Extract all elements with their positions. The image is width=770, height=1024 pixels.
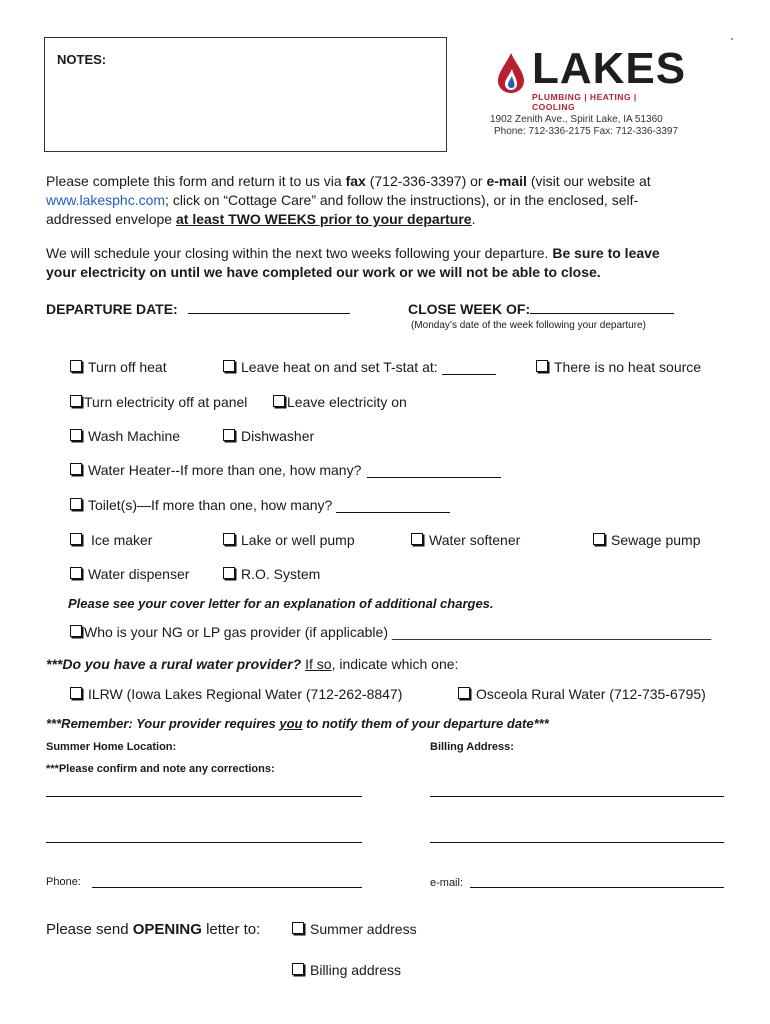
logo-tagline: PLUMBING | HEATING | COOLING — [532, 92, 637, 112]
summer-home-label: Summer Home Location: — [46, 741, 177, 753]
option-label: Sewage pump — [611, 532, 701, 548]
option-label: Water Heater--If more than one, how many? — [88, 462, 362, 478]
departure-date-input[interactable] — [188, 299, 350, 314]
option-label: Ice maker — [91, 532, 153, 548]
checkbox[interactable] — [292, 963, 304, 975]
checkbox[interactable] — [458, 687, 470, 699]
option-label: ILRW (Iowa Lakes Regional Water (712-262-8847) — [88, 686, 403, 702]
opening-text: Please send — [46, 921, 133, 938]
opening-bold: OPENING — [132, 921, 202, 938]
checkbox[interactable] — [223, 429, 235, 441]
toilet-count-input[interactable] — [336, 498, 450, 513]
option-label: Osceola Rural Water (712-735-6795) — [476, 686, 706, 702]
no-heat-source-option[interactable] — [536, 359, 701, 375]
phone-fax-line: Phone: 712-336-2175 Fax: 712-336-3397 — [494, 126, 679, 137]
schedule-paragraph — [46, 244, 660, 282]
osceola-option[interactable] — [458, 686, 706, 702]
option-label: Turn electricity off at panel — [84, 394, 248, 410]
gas-provider-field[interactable] — [70, 624, 711, 640]
company-logo — [492, 44, 687, 112]
email-input[interactable] — [470, 887, 724, 888]
option-label: Wash Machine — [88, 428, 181, 444]
if-so-text: If so — [305, 656, 332, 672]
option-label: Lake or well pump — [241, 532, 355, 548]
departure-date-field — [46, 299, 350, 317]
address-line: 1902 Zenith Ave., Spirit Lake, IA 51360 — [490, 114, 663, 125]
summer-address-line-2[interactable] — [46, 842, 362, 843]
well-pump-option[interactable] — [223, 532, 355, 548]
checkbox[interactable] — [70, 567, 82, 579]
remember-text: to notify them of your departure date*** — [302, 716, 549, 731]
checkbox[interactable] — [70, 395, 82, 407]
logo-wordmark: LAKES — [532, 44, 687, 93]
checkbox[interactable] — [223, 567, 235, 579]
deadline-text: at least TWO WEEKS prior to your departure — [176, 211, 472, 227]
confirm-note: ***Please confirm and note any corrections: — [46, 763, 275, 775]
checkbox[interactable] — [273, 395, 285, 407]
checkbox[interactable] — [223, 533, 235, 545]
close-week-field — [408, 299, 674, 317]
water-heater-count-input[interactable] — [367, 463, 501, 478]
intro-text: (712-336-3397) or — [365, 173, 487, 189]
checkbox[interactable] — [70, 498, 82, 510]
opening-letter-prompt — [46, 921, 260, 938]
billing-address-line-2[interactable] — [430, 842, 724, 843]
ro-system-option[interactable] — [223, 566, 320, 582]
notes-box[interactable] — [44, 37, 447, 152]
billing-address-line-1[interactable] — [430, 796, 724, 797]
option-label: Turn off heat — [88, 359, 167, 375]
intro-paragraph — [46, 172, 726, 229]
checkbox[interactable] — [70, 463, 82, 475]
fax-text: fax — [345, 173, 366, 189]
option-label: Leave heat on and set T-stat at: — [241, 359, 438, 375]
checkbox[interactable] — [70, 360, 82, 372]
website-link[interactable]: www.lakesphc.com — [46, 192, 166, 208]
billing-address-label: Billing Address: — [430, 741, 514, 753]
option-label: Summer address — [310, 921, 417, 937]
close-week-label: CLOSE WEEK OF: — [408, 301, 531, 317]
phone-input[interactable] — [92, 887, 362, 888]
remember-note — [46, 716, 549, 731]
wash-machine-option[interactable] — [70, 428, 180, 444]
ice-maker-option[interactable] — [70, 532, 152, 548]
option-label: Water dispenser — [88, 566, 190, 582]
opening-billing-address-option[interactable] — [292, 962, 401, 978]
schedule-warning: Be sure to leave — [552, 245, 660, 261]
checkbox[interactable] — [411, 533, 423, 545]
schedule-warning: your electricity on until we have completed our work or we will not be able to close. — [46, 264, 601, 280]
checkbox[interactable] — [70, 687, 82, 699]
water-heater-option[interactable] — [70, 462, 501, 478]
summer-address-line-1[interactable] — [46, 796, 362, 797]
intro-text: ; click on “Cottage Care” and follow the instructions), or in the enclosed, self- — [165, 192, 639, 208]
page-mark — [731, 38, 733, 40]
opening-summer-address-option[interactable] — [292, 921, 417, 937]
checkbox[interactable] — [70, 533, 82, 545]
intro-text: addressed envelope — [46, 211, 176, 227]
option-label: There is no heat source — [554, 359, 702, 375]
checkbox[interactable] — [70, 625, 82, 637]
checkbox[interactable] — [223, 360, 235, 372]
cover-letter-note: Please see your cover letter for an explanation of additional charges. — [68, 596, 494, 611]
option-label: Billing address — [310, 962, 402, 978]
rural-question-rest: , indicate which one: — [331, 656, 459, 672]
intro-text: Please complete this form and return it to us via — [46, 173, 346, 189]
checkbox[interactable] — [70, 429, 82, 441]
sewage-pump-option[interactable] — [593, 532, 701, 548]
checkbox[interactable] — [292, 922, 304, 934]
close-week-note: (Monday’s date of the week following your departure) — [411, 320, 646, 331]
turn-off-heat-option[interactable] — [70, 359, 167, 375]
schedule-text: We will schedule your closing within the next two weeks following your departure. — [46, 245, 553, 261]
option-label: Toilet(s)—If more than one, how many? — [88, 497, 333, 513]
option-label: Water softener — [429, 532, 521, 548]
water-softener-option[interactable] — [411, 532, 520, 548]
notes-label: NOTES: — [57, 52, 107, 67]
water-drop-flame-icon — [496, 52, 526, 94]
phone-label: Phone: — [46, 876, 81, 888]
gas-provider-label: Who is your NG or LP gas provider (if applicable) _________________________________________ — [84, 624, 712, 640]
email-text: e-mail — [486, 173, 527, 189]
tstat-input[interactable] — [442, 360, 496, 375]
water-dispenser-option[interactable] — [70, 566, 189, 582]
intro-text: (visit our website at — [526, 173, 651, 189]
remember-you: you — [279, 716, 303, 731]
leave-electricity-on-option[interactable] — [273, 394, 407, 410]
rural-water-question — [46, 656, 458, 672]
remember-text: ***Remember: Your provider requires — [46, 716, 280, 731]
close-week-input[interactable] — [530, 299, 674, 314]
dishwasher-option[interactable] — [223, 428, 314, 444]
option-label: Leave electricity on — [287, 394, 407, 410]
intro-text: . — [471, 211, 476, 227]
rural-question-text: ***Do you have a rural water provider? — [46, 656, 302, 672]
leave-heat-on-option[interactable] — [223, 359, 496, 375]
checkbox[interactable] — [593, 533, 605, 545]
option-label: R.O. System — [241, 566, 321, 582]
departure-date-label: DEPARTURE DATE: — [46, 301, 178, 317]
email-label: e-mail: — [430, 877, 464, 889]
toilets-option[interactable] — [70, 497, 450, 513]
opening-text: letter to: — [201, 921, 261, 938]
ilrw-option[interactable] — [70, 686, 402, 702]
turn-off-electricity-option[interactable] — [70, 394, 247, 410]
option-label: Dishwasher — [241, 428, 315, 444]
checkbox[interactable] — [536, 360, 548, 372]
